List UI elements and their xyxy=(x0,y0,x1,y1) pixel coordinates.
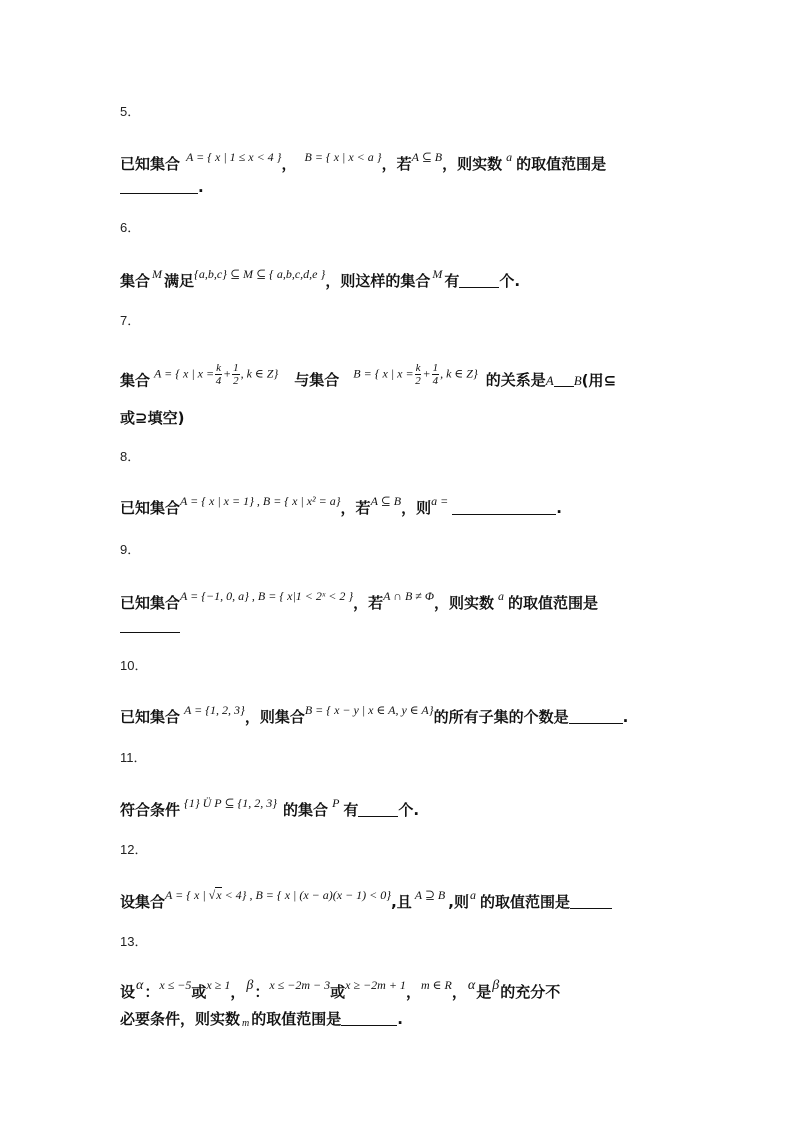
sqrt-radicand: x xyxy=(216,888,222,902)
math-variable: β xyxy=(492,978,500,993)
text: . xyxy=(397,1010,403,1028)
text: ，则 xyxy=(401,499,432,517)
math-condition: x ≥ 1 xyxy=(206,978,231,992)
text: 符合条件 xyxy=(120,801,181,819)
text: ,则 xyxy=(448,893,469,911)
text: . xyxy=(622,708,629,726)
math-sets: A = { x | x = 1} , B = { x | x² = a} xyxy=(180,494,341,508)
problem-13-number: 13． xyxy=(120,934,148,949)
math-variable: α xyxy=(136,978,144,993)
text: ，若 xyxy=(340,499,371,517)
math-set-a: A = { x | 1 ≤ x < 4 } xyxy=(186,150,282,164)
text: . xyxy=(556,499,562,517)
math-condition: A ⊇ B xyxy=(414,888,446,902)
math-variable: m xyxy=(242,1018,250,1029)
answer-blank[interactable] xyxy=(358,815,398,817)
math-variable: P xyxy=(332,796,340,810)
math-variable: A xyxy=(545,373,554,389)
text: 有 xyxy=(444,272,460,290)
math-part: , k ∈ Z} xyxy=(440,366,478,381)
math-variable: M xyxy=(152,267,163,281)
text: 的取值范围是 xyxy=(251,1010,342,1028)
math-variable: a xyxy=(506,150,513,164)
math-expression: a = xyxy=(431,494,449,508)
denominator: 4 xyxy=(215,375,222,387)
text: 个. xyxy=(499,272,521,290)
problem-9-line-1 xyxy=(120,589,680,613)
text: 或 xyxy=(330,983,346,1001)
text: ，则集合 xyxy=(244,708,305,726)
math-part: + xyxy=(422,366,431,381)
math-variable: α xyxy=(467,978,476,993)
text: 有 xyxy=(343,801,359,819)
text: ，则这样的集合 xyxy=(325,272,431,290)
text: 的所有子集的个数是 xyxy=(433,708,569,726)
text: 是 xyxy=(476,983,492,1001)
text: 的集合 xyxy=(283,801,329,819)
math-sets: A = {−1, 0, a} , B = { x|1 < 2ˣ < 2 } xyxy=(180,589,354,603)
math-variable: a xyxy=(469,888,476,902)
answer-blank[interactable] xyxy=(554,385,574,387)
text: 设 xyxy=(120,983,136,1001)
math-condition: A ∩ B ≠ Φ xyxy=(383,589,435,603)
text: ： xyxy=(254,983,270,1001)
math-part: + xyxy=(222,366,232,381)
math-condition: x ≤ −5 xyxy=(159,978,192,992)
math-condition: x ≤ −2m − 3 xyxy=(269,978,331,992)
math-part: , k ∈ Z} xyxy=(240,366,279,381)
text: 集合 xyxy=(120,272,151,290)
text: 的取值范围是 xyxy=(479,893,570,911)
text: . xyxy=(198,178,204,196)
math-condition: A ⊆ B xyxy=(370,494,402,508)
math-part: B = { x | x = xyxy=(353,366,414,381)
denominator: 2 xyxy=(415,375,421,387)
text: ，若 xyxy=(353,594,384,612)
problem-7-line-1 xyxy=(120,362,680,390)
math-variable: β xyxy=(246,978,254,993)
math-condition: x ≥ −2m + 1 xyxy=(345,978,406,992)
answer-blank[interactable] xyxy=(120,192,198,194)
math-variable: a xyxy=(498,589,505,603)
answer-blank[interactable] xyxy=(569,722,623,724)
text: 必要条件，则实数 xyxy=(120,1010,241,1028)
text: ， xyxy=(405,983,421,1001)
problem-12-line-1 xyxy=(120,888,680,912)
numerator: 1 xyxy=(233,362,239,374)
text: ，则实数 xyxy=(442,155,503,173)
text: 已知集合 xyxy=(120,155,181,173)
text: 或 xyxy=(191,983,207,1001)
problem-12-number: 12． xyxy=(120,842,148,857)
denominator: 2 xyxy=(233,375,239,387)
numerator: 1 xyxy=(432,362,439,374)
numerator: k xyxy=(216,362,221,374)
text: ，则实数 xyxy=(434,594,495,612)
problem-9-line-2 xyxy=(120,617,680,635)
math-set-a: A = {1, 2, 3} xyxy=(184,703,245,717)
math-expression: {a,b,c} ⊆ M ⊆ { a,b,c,d,e } xyxy=(194,267,326,281)
math-variable: M xyxy=(432,267,443,281)
problem-13-line-2 xyxy=(120,1008,680,1029)
text: 已知集合 xyxy=(120,708,181,726)
answer-blank[interactable] xyxy=(570,907,612,909)
text: ,且 xyxy=(391,893,412,911)
text: 已知集合 xyxy=(120,594,181,612)
text: ， xyxy=(230,983,246,1001)
math-condition: m ∈ R xyxy=(420,978,452,992)
problem-9-number: 9． xyxy=(120,542,141,557)
math-part: A = { x | xyxy=(165,888,206,902)
text: 的取值范围是 xyxy=(508,594,599,612)
numerator: k xyxy=(415,362,421,374)
problem-8-line-1 xyxy=(120,494,680,518)
problem-8-number: 8． xyxy=(120,449,141,464)
text: 的充分不 xyxy=(500,983,561,1001)
problem-5-line-1 xyxy=(120,150,680,174)
text: (用⊆ xyxy=(581,371,617,390)
problem-5-number: 5． xyxy=(120,104,141,119)
problem-7-number: 7． xyxy=(120,313,141,328)
text: 集合 xyxy=(120,371,151,390)
text: ， xyxy=(281,155,297,173)
problem-10-line-1 xyxy=(120,703,680,727)
text: 满足 xyxy=(164,272,195,290)
text: ， xyxy=(451,983,467,1001)
answer-blank[interactable] xyxy=(452,513,556,515)
math-set-b: B = { x − y | x ∈ A, y ∈ A} xyxy=(304,703,434,717)
fraction xyxy=(432,362,440,387)
math-part: A = { x | x = xyxy=(154,366,215,381)
math-sets: A = { x | √x < 4} , B = { x | (x − a)(x − 1) < 0} xyxy=(165,888,392,902)
text: 的取值范围是 xyxy=(516,155,607,173)
math-set-b-def xyxy=(353,362,477,387)
text: 与集合 xyxy=(294,371,340,390)
text: 或⊇填空) xyxy=(120,409,185,427)
text: ，若 xyxy=(381,155,412,173)
math-variable: B xyxy=(573,373,582,389)
problem-11-number: 11． xyxy=(120,750,147,765)
fraction xyxy=(415,362,422,387)
problem-7-line-2 xyxy=(120,407,680,428)
problem-10-number: 10． xyxy=(120,658,148,673)
answer-blank[interactable] xyxy=(459,286,499,288)
denominator: 4 xyxy=(432,375,439,387)
text: 的关系是 xyxy=(485,371,546,390)
math-set-b: B = { x | x < a } xyxy=(304,150,382,164)
fraction xyxy=(232,362,240,387)
problem-6-number: 6． xyxy=(120,220,141,235)
math-part: < 4} , B = { x | (x − a)(x − 1) < 0} xyxy=(224,888,392,902)
text: 已知集合 xyxy=(120,499,181,517)
math-set-a-def xyxy=(154,362,278,387)
answer-blank[interactable] xyxy=(341,1024,397,1026)
fraction xyxy=(215,362,222,387)
text: ： xyxy=(144,983,160,1001)
problem-13-line-1 xyxy=(120,978,680,1002)
math-condition: A ⊆ B xyxy=(411,150,443,164)
text: 设集合 xyxy=(120,893,166,911)
problem-6-line-1 xyxy=(120,267,680,291)
problem-5-line-2 xyxy=(120,178,680,196)
math-condition: {1} Ü P ⊆ {1, 2, 3} xyxy=(184,796,278,810)
answer-blank[interactable] xyxy=(120,631,180,633)
text: 个. xyxy=(398,801,420,819)
problem-11-line-1 xyxy=(120,796,680,820)
